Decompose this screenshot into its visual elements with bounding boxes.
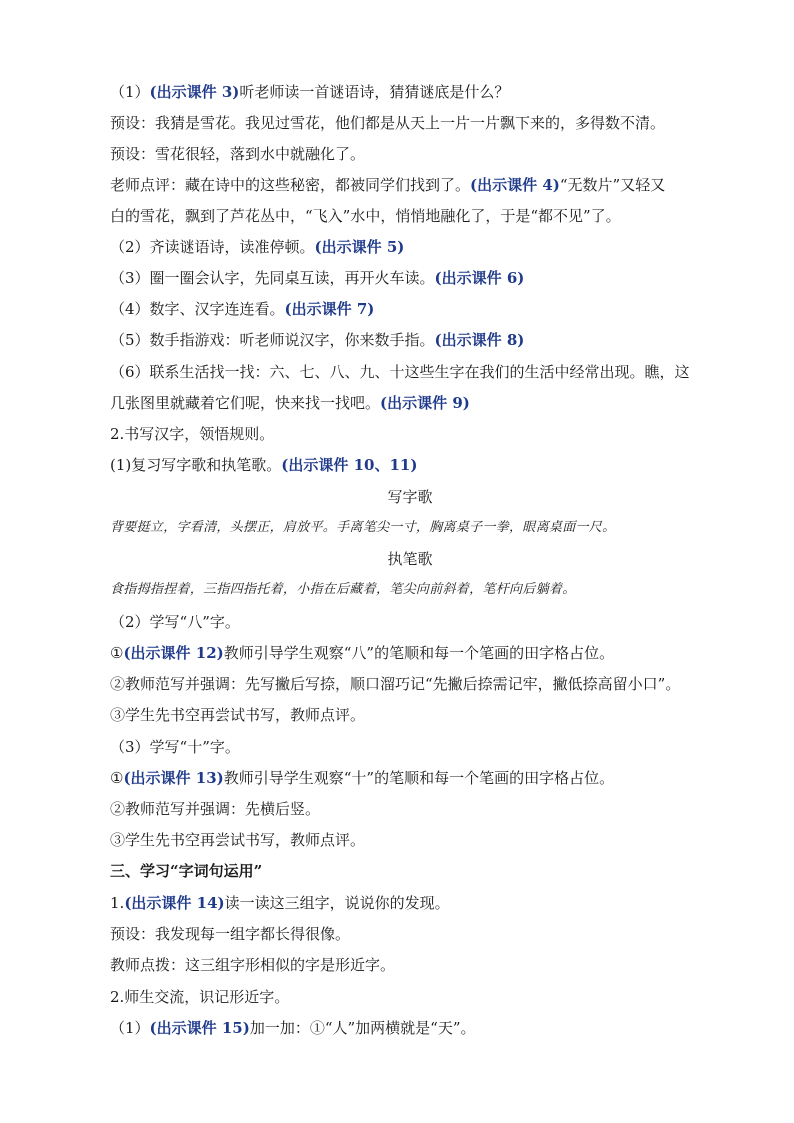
text-line: 1.(出示课件 14)读一读这三组字，说说你的发现。: [110, 894, 450, 912]
text-line: 教师点拨：这三组字形相似的字是形近字。: [110, 956, 396, 974]
text-line: 预设：雪花很轻，落到水中就融化了。: [110, 145, 366, 163]
text-line: 预设：我发现每一组字都长得很像。: [110, 925, 351, 943]
text-line: （1）(出示课件 3)听老师读一首谜语诗，猜猜谜底是什么？: [110, 83, 510, 101]
poem-title: 写字歌: [387, 488, 433, 506]
text-line: （4）数字、汉字连连看。(出示课件 7): [110, 300, 375, 318]
poem-title: 执笔歌: [387, 550, 433, 568]
text-line: （2）齐读谜语诗，读准停顿。(出示课件 5): [110, 238, 405, 256]
text-line: (1)复习写字歌和执笔歌。(出示课件 10、11): [110, 456, 418, 474]
text-line: 2.师生交流，识记形近字。: [110, 988, 290, 1006]
text-line: （1）(出示课件 15)加一加：①“人”加两横就是“天”。: [110, 1019, 476, 1037]
text-line: （6）联系生活找一找：六、七、八、九、十这些生字在我们的生活中经常出现。瞧，这: [110, 363, 690, 381]
text-line: （3）学写“十”字。: [110, 738, 240, 756]
text-line: ①(出示课件 12)教师引导学生观察“八”的笔顺和每一个笔画的田字格占位。: [110, 644, 615, 662]
text-line: 老师点评：藏在诗中的这些秘密，都被同学们找到了。(出示课件 4)“无数片”又轻又: [110, 176, 666, 194]
poem-text: 背要挺立，字看清，头摆正，肩放平。手离笔尖一寸，胸离桌子一拳，眼离桌面一尺。: [110, 520, 616, 535]
text-line: 预设：我猜是雪花。我见过雪花，他们都是从天上一片一片飘下来的，多得数不清。: [110, 114, 666, 132]
text-line: 几张图里就藏着它们呢，快来找一找吧。(出示课件 9): [110, 394, 470, 412]
text-line: ①(出示课件 13)教师引导学生观察“十”的笔顺和每一个笔画的田字格占位。: [110, 769, 615, 787]
text-line: （2）学写“八”字。: [110, 613, 240, 631]
section-heading: 2.书写汉字，领悟规则。: [110, 425, 275, 443]
text-line: （5）数手指游戏：听老师说汉字，你来数手指。(出示课件 8): [110, 331, 525, 349]
section-heading: 三、学习“字词句运用”: [110, 862, 263, 880]
text-line: 白的雪花，飘到了芦花丛中，“飞入”水中，悄悄地融化了，于是“都不见”了。: [110, 207, 621, 225]
text-line: ③学生先书空再尝试书写，教师点评。: [110, 831, 366, 849]
text-line: ②教师范写并强调：先横后竖。: [110, 800, 321, 818]
text-line: ②教师范写并强调：先写撇后写捺，顺口溜巧记“先撇后捺需记牢，撇低捺高留小口”。: [110, 675, 681, 693]
poem-text: 食指拇指捏着，三指四指托着，小指在后藏着，笔尖向前斜着，笔杆向后躺着。: [110, 582, 576, 597]
text-line: ③学生先书空再尝试书写，教师点评。: [110, 706, 366, 724]
text-line: （3）圈一圈会认字，先同桌互读，再开火车读。(出示课件 6): [110, 269, 525, 287]
